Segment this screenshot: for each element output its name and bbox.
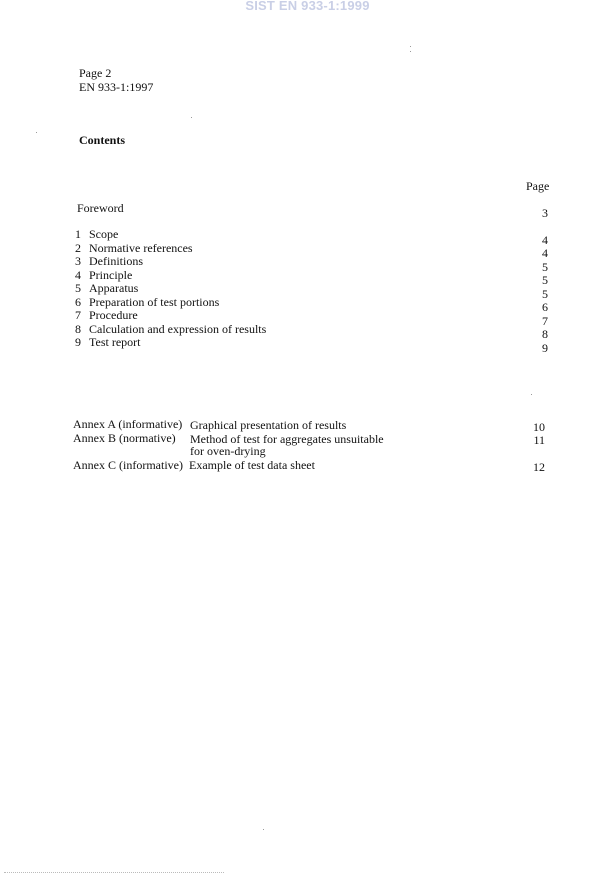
toc-annex-title: Method of test for aggregates unsuitable (190, 432, 384, 446)
toc-clause-number: 6 (75, 295, 81, 309)
toc-clause-page: 8 (542, 327, 548, 341)
toc-clause-title: Preparation of test portions (89, 295, 220, 309)
toc-annex-title: Example of test data sheet (189, 458, 315, 472)
toc-annex-page: 10 (533, 420, 545, 434)
toc-clause-page: 5 (542, 273, 548, 287)
scan-speck (191, 117, 192, 118)
scan-speck (36, 132, 37, 133)
toc-clause-number: 8 (75, 322, 81, 336)
toc-annex-page: 11 (533, 433, 545, 447)
toc-annex-label: Annex B (normative) (73, 431, 176, 445)
scan-speck (410, 46, 411, 47)
scan-speck (263, 829, 264, 830)
scan-speck (410, 51, 411, 52)
toc-clause-number: 7 (75, 308, 81, 322)
toc-annex-label: Annex C (informative) (73, 458, 183, 472)
toc-annex-title-continued: for oven-drying (190, 444, 266, 458)
scan-speck (531, 394, 532, 395)
standard-number: EN 933-1:1997 (79, 80, 154, 94)
toc-clause-title: Scope (89, 227, 119, 241)
toc-clause-title: Principle (89, 268, 133, 282)
toc-clause-number: 2 (75, 241, 81, 255)
toc-clause-page: 7 (542, 314, 548, 328)
toc-annex-title: Graphical presentation of results (190, 418, 347, 432)
toc-clause-page: 6 (542, 300, 548, 314)
toc-clause-page: 5 (542, 260, 548, 274)
toc-clause-number: 3 (75, 254, 81, 268)
toc-clause-title: Apparatus (89, 281, 139, 295)
toc-clause-page: 9 (542, 341, 548, 355)
toc-annex-label: Annex A (informative) (73, 417, 183, 431)
toc-clause-title: Normative references (89, 241, 193, 255)
contents-heading: Contents (79, 133, 126, 147)
toc-clause-page: 4 (542, 233, 548, 247)
watermark: SIST EN 933-1:1999 (245, 0, 370, 13)
toc-clause-number: 5 (75, 281, 81, 295)
toc-foreword: Foreword (77, 201, 124, 215)
toc-clause-title: Definitions (89, 254, 143, 268)
toc-clause-number: 9 (75, 335, 81, 349)
toc-foreword-page: 3 (542, 206, 548, 220)
page-number-header: Page 2 (79, 66, 112, 80)
toc-clause-number: 4 (75, 268, 81, 282)
toc-clause-title: Calculation and expression of results (89, 322, 267, 336)
toc-annex-page: 12 (533, 460, 545, 474)
toc-clause-page: 5 (542, 287, 548, 301)
scan-edge-line (4, 872, 224, 874)
toc-clause-number: 1 (75, 227, 81, 241)
toc-clause-page: 4 (542, 246, 548, 260)
toc-clause-title: Procedure (89, 308, 138, 322)
page-column-label: Page (526, 179, 550, 193)
toc-clause-title: Test report (89, 335, 141, 349)
